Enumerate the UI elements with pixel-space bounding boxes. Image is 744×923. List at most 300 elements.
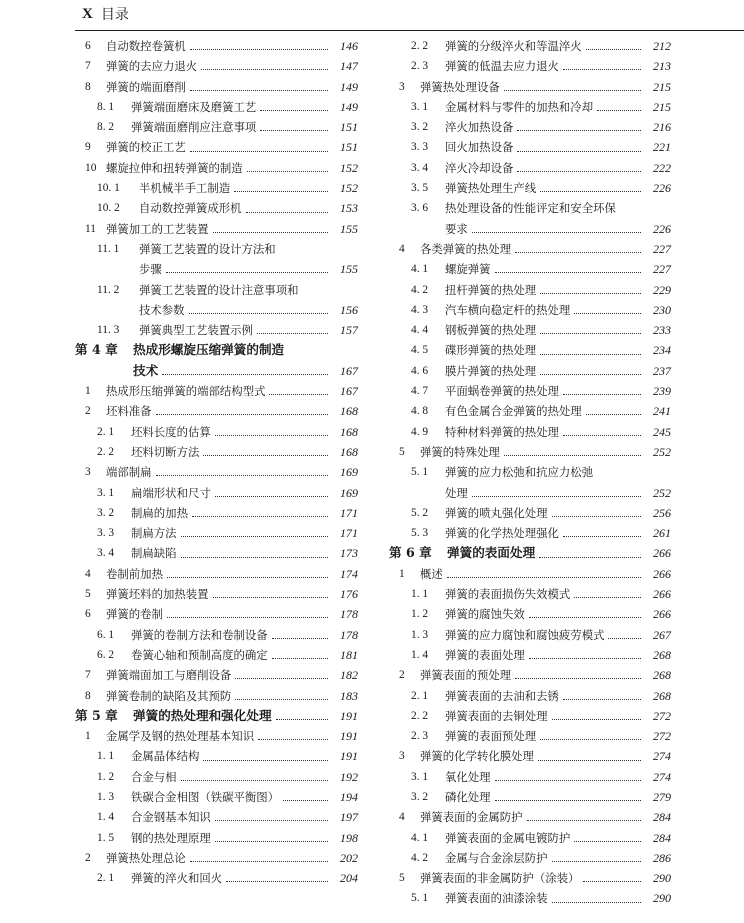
toc-right-column [389, 36, 671, 909]
toc-entry[interactable] [75, 259, 358, 279]
toc-entry[interactable] [75, 604, 358, 624]
toc-entry-title: 弹簧表面的预处理 [420, 668, 512, 683]
toc-entry-number: 1 [399, 567, 405, 580]
toc-entry-number: 5. 3 [411, 527, 429, 540]
toc-entry[interactable] [389, 239, 671, 259]
dot-leader [257, 332, 328, 334]
toc-entry-title: 金属与合金涂层防护 [445, 850, 548, 865]
toc-entry-page: 213 [653, 59, 671, 74]
toc-entry[interactable] [75, 706, 358, 726]
toc-entry[interactable] [389, 361, 671, 381]
toc-entry[interactable] [389, 868, 671, 888]
dot-leader [272, 637, 328, 639]
toc-entry-title: 弹簧的卷制 [106, 607, 163, 622]
toc-entry[interactable] [389, 888, 671, 908]
toc-entry-title: 膜片弹簧的热处理 [445, 363, 537, 378]
toc-entry[interactable] [389, 848, 671, 868]
dot-leader [586, 413, 641, 415]
toc-entry-number: 4 [399, 242, 405, 255]
toc-entry-number: 3 [399, 750, 405, 763]
toc-entry-number: 11. 2 [97, 283, 120, 296]
toc-entry[interactable] [75, 807, 358, 827]
toc-entry-title: 弹簧的特殊处理 [420, 444, 500, 459]
toc-entry-page: 168 [340, 424, 358, 439]
toc-entry[interactable] [389, 442, 671, 462]
toc-entry[interactable] [389, 56, 671, 76]
toc-entry-title: 坯料切断方法 [131, 444, 200, 459]
toc-entry-title: 坯料准备 [106, 404, 152, 419]
toc-entry-number: 1 [85, 385, 91, 398]
toc-entry[interactable] [389, 746, 671, 766]
toc-entry[interactable] [75, 178, 358, 198]
toc-entry[interactable] [389, 158, 671, 178]
toc-entry[interactable] [75, 868, 358, 888]
toc-entry-title: 弹簧的分级淬火和等温淬火 [445, 39, 582, 53]
toc-entry-page: 266 [653, 546, 671, 561]
dot-leader [563, 68, 641, 70]
toc-entry[interactable] [389, 320, 671, 340]
toc-entry-number: 1. 3 [97, 790, 115, 803]
toc-entry-page: 191 [340, 729, 358, 744]
toc-entry-number: 3 [85, 466, 91, 479]
toc-entry-number: 4. 5 [411, 344, 429, 357]
toc-entry-number: 2. 2 [411, 709, 429, 722]
toc-entry-title: 碟形弹簧的热处理 [445, 343, 537, 358]
dot-leader [181, 779, 328, 781]
toc-entry-number: 10. 1 [97, 182, 120, 195]
toc-entry-title: 弹簧表面的去铜处理 [445, 708, 548, 723]
toc-entry-title: 热成形螺旋压缩弹簧的制造 [133, 342, 285, 358]
toc-entry-title: 弹簧的应力腐蚀和腐蚀疲劳模式 [445, 627, 605, 642]
dot-leader [515, 251, 641, 253]
toc-entry[interactable] [75, 300, 358, 320]
toc-entry[interactable] [389, 381, 671, 401]
toc-entry-number: 3. 2 [411, 121, 429, 134]
toc-entry-title: 处理 [445, 485, 468, 500]
toc-entry-title: 弹簧的热处理和强化处理 [133, 707, 272, 723]
toc-entry-title: 回火加热设备 [445, 140, 514, 155]
dot-leader [215, 434, 328, 436]
toc-entry-number: 第 6 章 [389, 545, 432, 561]
toc-entry-page: 230 [653, 302, 671, 317]
toc-entry-page: 252 [653, 444, 671, 459]
toc-entry-title: 弹簧的表面损伤失效模式 [445, 587, 571, 602]
dot-leader [192, 515, 328, 517]
toc-entry[interactable] [75, 503, 358, 523]
toc-entry-title: 淬火加热设备 [445, 120, 514, 135]
toc-entry-title: 钢板弹簧的热处理 [445, 323, 537, 338]
toc-entry-number: 2. 3 [411, 730, 429, 743]
toc-entry[interactable] [75, 483, 358, 503]
toc-entry-page: 182 [340, 668, 358, 683]
dot-leader [495, 799, 641, 801]
toc-entry[interactable] [75, 665, 358, 685]
dot-leader [203, 454, 328, 456]
toc-entry-page: 252 [653, 485, 671, 500]
toc-entry-number: 8 [85, 80, 91, 93]
toc-entry[interactable] [75, 442, 358, 462]
toc-entry-page: 290 [653, 871, 671, 886]
toc-entry-page: 274 [653, 749, 671, 764]
toc-entry-title: 扁端形状和尺寸 [131, 485, 211, 500]
dot-leader [190, 89, 328, 91]
toc-entry[interactable] [389, 503, 671, 523]
toc-entry-page: 227 [653, 241, 671, 256]
toc-entry-number: 3. 4 [97, 547, 115, 560]
toc-entry[interactable] [75, 828, 358, 848]
toc-entry-title: 技术参数 [139, 302, 185, 317]
toc-entry[interactable] [389, 178, 671, 198]
toc-entry-number: 3 [399, 80, 405, 93]
toc-entry[interactable] [389, 584, 671, 604]
toc-entry-page: 149 [340, 79, 358, 94]
toc-entry[interactable] [75, 198, 358, 218]
toc-entry-title: 铁碳合金相图（铁碳平衡图） [131, 789, 280, 804]
toc-entry-page: 157 [340, 323, 358, 338]
toc-entry-number: 2 [85, 405, 91, 418]
dot-leader [272, 657, 328, 659]
toc-entry[interactable] [389, 340, 671, 360]
dot-leader [552, 718, 641, 720]
toc-entry-page: 152 [340, 160, 358, 175]
toc-entry-title: 金属材料与零件的加热和冷却 [445, 99, 594, 114]
toc-entry-number: 2. 1 [97, 425, 115, 438]
dot-leader [517, 170, 641, 172]
toc-entry[interactable] [389, 280, 671, 300]
toc-entry[interactable] [389, 259, 671, 279]
toc-entry-title: 热成形压缩弹簧的端部结构型式 [106, 384, 266, 399]
toc-entry-page: 212 [653, 39, 671, 53]
toc-entry[interactable] [389, 767, 671, 787]
toc-entry-page: 151 [340, 140, 358, 155]
dot-leader [504, 454, 641, 456]
toc-entry[interactable] [75, 381, 358, 401]
toc-entry-title: 制扁方法 [131, 526, 177, 541]
toc-entry[interactable] [75, 77, 358, 97]
dot-leader [213, 231, 328, 233]
toc-entry-page: 239 [653, 384, 671, 399]
toc-entry-number: 5 [85, 588, 91, 601]
dot-leader [447, 576, 641, 578]
header-rule [75, 30, 744, 31]
toc-entry[interactable] [389, 604, 671, 624]
toc-entry-page: 284 [653, 810, 671, 825]
toc-entry[interactable] [75, 462, 358, 482]
toc-entry-page: 216 [653, 120, 671, 135]
dot-leader [540, 190, 641, 192]
toc-entry-title: 技术 [133, 362, 159, 378]
toc-entry-title: 磷化处理 [445, 789, 491, 804]
toc-entry[interactable] [389, 36, 671, 56]
toc-entry[interactable] [75, 158, 358, 178]
toc-entry[interactable] [75, 239, 358, 259]
toc-entry-page: 198 [340, 830, 358, 845]
toc-entry[interactable] [75, 401, 358, 421]
toc-entry-number: 第 4 章 [75, 342, 118, 358]
toc-entry-title: 热处理设备的性能评定和安全环保 [445, 201, 616, 216]
toc-entry[interactable] [75, 117, 358, 137]
page-header-title: 目录 [100, 7, 129, 23]
toc-entry[interactable] [389, 686, 671, 706]
toc-entry-title: 合金钢基本知识 [131, 810, 211, 825]
dot-leader [167, 576, 328, 578]
dot-leader [156, 413, 328, 415]
dot-leader [563, 698, 641, 700]
toc-entry-number: 3. 2 [97, 506, 115, 519]
toc-entry[interactable] [389, 807, 671, 827]
toc-entry-title: 弹簧的端面磨削 [106, 79, 186, 94]
toc-entry[interactable] [75, 787, 358, 807]
toc-entry[interactable] [389, 422, 671, 442]
toc-entry-number: 2. 2 [97, 445, 115, 458]
dot-leader [260, 109, 328, 111]
toc-entry-page: 156 [340, 302, 358, 317]
toc-entry-title: 弹簧的表面处理 [445, 647, 525, 662]
toc-entry-number: 4. 9 [411, 425, 429, 438]
toc-entry[interactable] [389, 137, 671, 157]
toc-entry-number: 2 [399, 669, 405, 682]
toc-entry-page: 221 [653, 140, 671, 155]
toc-entry-title: 弹簧工艺装置的设计注意事项和 [139, 282, 299, 297]
toc-entry-number: 10 [85, 161, 97, 174]
toc-entry-number: 2. 2 [411, 40, 429, 52]
toc-entry-number: 1. 4 [97, 811, 115, 824]
dot-leader [269, 393, 328, 395]
dot-leader [234, 190, 328, 192]
toc-entry[interactable] [75, 564, 358, 584]
toc-entry-title: 弹簧典型工艺装置示例 [139, 323, 253, 338]
toc-entry[interactable] [75, 584, 358, 604]
toc-entry-title: 合金与相 [131, 769, 177, 784]
toc-entry-page: 181 [340, 647, 358, 662]
toc-entry[interactable] [389, 97, 671, 117]
toc-entry[interactable] [389, 543, 671, 563]
dot-leader [156, 474, 328, 476]
toc-entry-title: 螺旋弹簧 [445, 262, 491, 277]
toc-entry-page: 268 [653, 647, 671, 662]
toc-entry[interactable] [75, 219, 358, 239]
toc-entry[interactable] [389, 523, 671, 543]
dot-leader [574, 596, 641, 598]
dot-leader [540, 292, 641, 294]
toc-entry[interactable] [75, 625, 358, 645]
dot-leader [540, 353, 641, 355]
toc-entry-number: 3. 1 [97, 486, 115, 499]
toc-entry[interactable] [389, 706, 671, 726]
toc-entry-number: 4. 2 [411, 283, 429, 296]
dot-leader [190, 48, 328, 50]
toc-entry[interactable] [389, 483, 671, 503]
toc-entry-number: 9 [85, 141, 91, 154]
toc-entry[interactable] [389, 828, 671, 848]
toc-entry[interactable] [75, 726, 358, 746]
toc-entry-number: 4. 2 [411, 851, 429, 864]
toc-entry-number: 6. 1 [97, 628, 115, 641]
dot-leader [563, 535, 641, 537]
toc-entry-title: 卷簧心轴和预制高度的确定 [131, 647, 268, 662]
toc-entry-number: 1. 2 [97, 770, 115, 783]
toc-entry-title: 弹簧的腐蚀失效 [445, 607, 525, 622]
toc-entry[interactable] [75, 320, 358, 340]
dot-leader [203, 759, 328, 761]
dot-leader [215, 840, 328, 842]
toc-entry-title: 弹簧坯料的加热装置 [106, 587, 209, 602]
toc-entry-title: 弹簧工艺装置的设计方法和 [139, 241, 276, 256]
dot-leader [527, 819, 641, 821]
toc-entry[interactable] [75, 340, 358, 360]
dot-leader [283, 799, 328, 801]
toc-entry-title: 弹簧的低温去应力退火 [445, 59, 559, 74]
toc-entry-page: 147 [340, 59, 358, 74]
toc-entry-page: 194 [340, 789, 358, 804]
toc-entry[interactable] [389, 462, 671, 482]
toc-entry[interactable] [75, 56, 358, 76]
toc-entry-page: 279 [653, 789, 671, 804]
toc-entry[interactable] [389, 564, 671, 584]
toc-entry-page: 204 [340, 871, 358, 886]
dot-leader [529, 657, 641, 659]
toc-entry[interactable] [75, 361, 358, 381]
toc-entry-number: 11. 1 [97, 242, 120, 255]
dot-leader [529, 616, 641, 618]
toc-entry-page: 153 [340, 201, 358, 216]
dot-leader [563, 434, 641, 436]
dot-leader [574, 312, 641, 314]
toc-entry[interactable] [75, 848, 358, 868]
dot-leader [540, 332, 641, 334]
toc-entry-page: 167 [340, 363, 358, 378]
toc-entry-title: 制扁缺陷 [131, 546, 177, 561]
toc-entry[interactable] [75, 645, 358, 665]
toc-entry-page: 215 [653, 79, 671, 94]
toc-entry[interactable] [75, 36, 358, 56]
dot-leader [189, 312, 328, 314]
toc-left-column [75, 36, 358, 888]
toc-entry-page: 192 [340, 769, 358, 784]
toc-entry-page: 151 [340, 120, 358, 135]
toc-entry-number: 2. 3 [411, 60, 429, 73]
toc-entry-page: 268 [653, 688, 671, 703]
toc-entry-page: 237 [653, 363, 671, 378]
toc-entry-page: 174 [340, 566, 358, 581]
toc-entry[interactable] [75, 523, 358, 543]
toc-entry-page: 222 [653, 160, 671, 175]
dot-leader [258, 738, 328, 740]
toc-entry-number: 3. 1 [411, 770, 429, 783]
toc-entry-title: 要求 [445, 221, 468, 236]
toc-entry-page: 284 [653, 830, 671, 845]
toc-entry[interactable] [75, 686, 358, 706]
toc-entry[interactable] [389, 645, 671, 665]
toc-entry-title: 弹簧热处理设备 [420, 79, 500, 94]
toc-entry-title: 弹簧的化学热处理强化 [445, 526, 559, 541]
dot-leader [226, 880, 328, 882]
toc-entry-page: 173 [340, 546, 358, 561]
toc-entry-page: 168 [340, 444, 358, 459]
toc-entry[interactable] [75, 137, 358, 157]
dot-leader [495, 779, 641, 781]
toc-entry-number: 4. 6 [411, 364, 429, 377]
dot-leader [472, 231, 641, 233]
toc-entry-number: 4 [399, 811, 405, 824]
toc-entry-number: 1. 2 [411, 608, 429, 621]
toc-entry-title: 弹簧表面的去油和去锈 [445, 688, 559, 703]
toc-entry-title: 弹簧的应力松弛和抗应力松弛 [445, 465, 594, 480]
dot-leader [563, 393, 641, 395]
toc-entry-number: 3. 4 [411, 161, 429, 174]
toc-entry-title: 特种材料弹簧的热处理 [445, 424, 559, 439]
toc-entry-number: 3. 3 [411, 141, 429, 154]
toc-entry-number: 1 [85, 730, 91, 743]
toc-entry-page: 286 [653, 850, 671, 865]
dot-leader [517, 129, 641, 131]
toc-entry-number: 1. 1 [411, 588, 429, 601]
dot-leader [540, 738, 641, 740]
toc-entry[interactable] [389, 665, 671, 685]
toc-entry-page: 149 [340, 99, 358, 114]
toc-entry-number: 5. 1 [411, 892, 429, 905]
toc-entry-number: 5. 2 [411, 506, 429, 519]
toc-entry-page: 171 [340, 505, 358, 520]
toc-entry[interactable] [389, 117, 671, 137]
toc-entry[interactable] [75, 280, 358, 300]
toc-entry[interactable] [389, 726, 671, 746]
toc-entry-page: 266 [653, 587, 671, 602]
toc-entry[interactable] [75, 543, 358, 563]
toc-entry[interactable] [389, 401, 671, 421]
toc-entry-page: 233 [653, 323, 671, 338]
toc-entry-title: 卷制前加热 [106, 566, 163, 581]
toc-entry-title: 弹簧的卷制方法和卷制设备 [131, 627, 268, 642]
toc-entry-number: 7 [85, 60, 91, 73]
toc-entry-page: 290 [653, 891, 671, 906]
toc-entry-page: 168 [340, 404, 358, 419]
toc-entry-page: 169 [340, 465, 358, 480]
toc-entry-page: 183 [340, 688, 358, 703]
toc-entry[interactable] [75, 422, 358, 442]
toc-entry-title: 弹簧的表面预处理 [445, 729, 537, 744]
toc-entry-number: 4. 1 [411, 831, 429, 844]
toc-entry[interactable] [389, 787, 671, 807]
toc-entry-page: 245 [653, 424, 671, 439]
toc-entry[interactable] [389, 219, 671, 239]
toc-entry-page: 171 [340, 526, 358, 541]
toc-entry[interactable] [389, 300, 671, 320]
toc-entry-number: 6 [85, 608, 91, 621]
toc-entry-number: 2 [85, 851, 91, 864]
toc-entry-number: 4. 8 [411, 405, 429, 418]
toc-entry-number: 3. 6 [411, 202, 429, 215]
toc-entry-title: 扭杆弹簧的热处理 [445, 282, 537, 297]
toc-entry[interactable] [75, 767, 358, 787]
toc-entry[interactable] [389, 198, 671, 218]
toc-entry[interactable] [75, 97, 358, 117]
toc-entry[interactable] [389, 77, 671, 97]
toc-entry-title: 弹簧端面磨床及磨簧工艺 [131, 99, 257, 114]
toc-entry-title: 弹簧表面的油漆涂装 [445, 891, 548, 906]
toc-entry-title: 弹簧卷制的缺陷及其预防 [106, 688, 232, 703]
toc-entry-title: 弹簧的校正工艺 [106, 140, 186, 155]
toc-entry-number: 3. 5 [411, 182, 429, 195]
toc-entry-page: 167 [340, 384, 358, 399]
toc-entry-number: 1. 1 [97, 750, 115, 763]
toc-entry[interactable] [75, 746, 358, 766]
toc-entry[interactable] [389, 625, 671, 645]
dot-leader [504, 89, 641, 91]
dot-leader [472, 495, 641, 497]
toc-entry-title: 弹簧热处理生产线 [445, 181, 537, 196]
toc-entry-title: 氧化处理 [445, 769, 491, 784]
